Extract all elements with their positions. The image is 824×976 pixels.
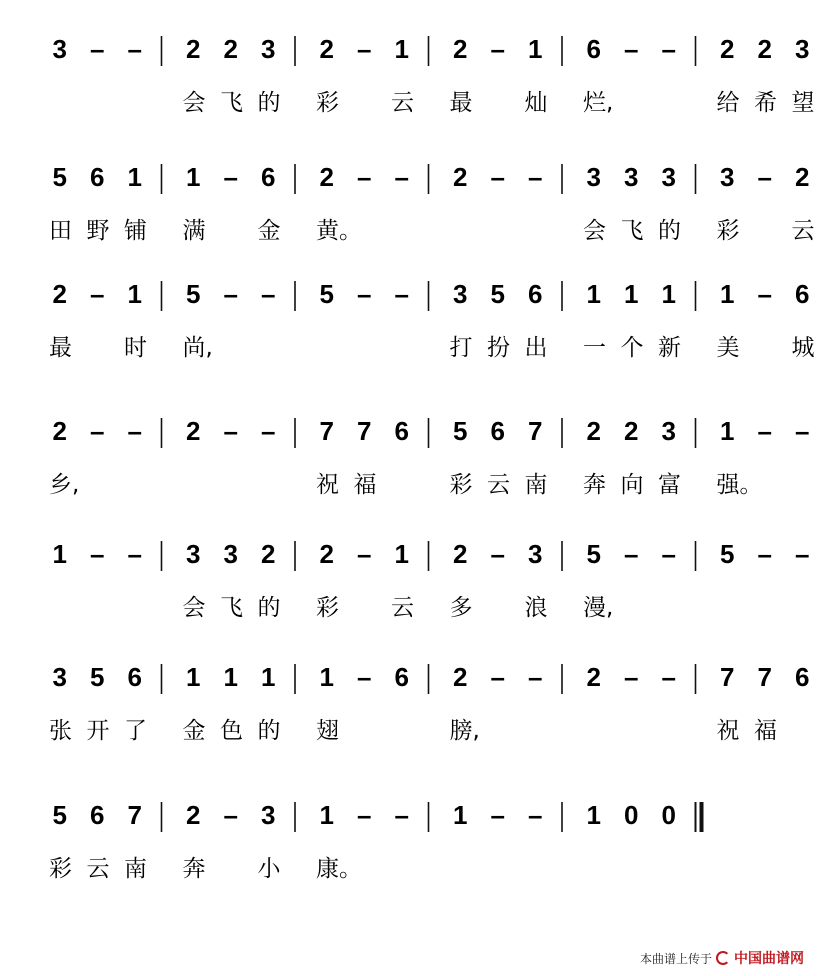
note: 6 [127,662,142,692]
note: 2 [757,34,772,64]
note: 2 [52,416,67,446]
dash-note: – [127,34,142,64]
dash-note: – [357,539,372,569]
note: 3 [586,162,601,192]
lyric: 祝 [716,718,740,744]
note: 2 [261,539,276,569]
lyric: 出 [524,335,548,361]
dash-note: – [357,162,372,192]
note: 1 [661,279,676,309]
note: 1 [127,279,142,309]
note: 3 [720,162,735,192]
lyric: 彩 [49,856,72,882]
lyric: 南 [524,472,548,498]
final-barline [700,802,704,832]
dash-note: – [261,416,276,446]
lyric: 铺 [124,218,147,244]
lyric: 满 [182,218,206,244]
note: 2 [319,162,334,192]
lyric: 城 [791,335,815,361]
lyric: 个 [620,335,644,361]
note: 2 [223,34,238,64]
lyric: 野 [86,218,110,244]
note: 2 [453,34,468,64]
lyric: 美 [716,335,740,361]
lyric: 的 [658,218,681,244]
note: 1 [186,662,201,692]
note: 7 [319,416,334,446]
note: 1 [528,34,543,64]
note: 1 [52,539,67,569]
note: 3 [223,539,238,569]
lyric: 时 [124,335,147,361]
lyric: 给 [716,90,740,116]
lyric: 福 [754,718,777,744]
dash-note: – [490,34,505,64]
note: 1 [586,279,601,309]
note: 5 [186,279,201,309]
note: 2 [453,162,468,192]
dash-note: – [757,162,772,192]
dash-note: – [624,662,639,692]
lyric: 浪 [524,595,548,621]
lyric: 云 [791,218,815,244]
lyric: 奔 [182,856,206,882]
lyric: 云 [391,595,414,621]
dash-note: – [90,34,105,64]
lyric: 金 [182,718,206,744]
note: 6 [586,34,601,64]
lyric: 会 [583,218,606,244]
note: 3 [528,539,543,569]
note: 2 [624,416,639,446]
score-row [49,662,824,744]
lyric: 望 [791,90,815,116]
note: 7 [127,800,142,830]
dash-note: – [394,800,409,830]
lyric: 的 [257,718,281,744]
note: 2 [795,162,810,192]
lyric: 灿 [524,90,548,116]
lyric: 了 [124,718,147,744]
note: 3 [52,34,67,64]
note: 5 [52,800,67,830]
dash-note: – [661,539,676,569]
site-logo-icon [716,951,730,965]
note: 3 [453,279,468,309]
lyric: 彩 [716,218,740,244]
lyric: 南 [124,856,147,882]
dash-note: – [757,279,772,309]
note: 5 [52,162,67,192]
dash-note: – [624,34,639,64]
note: 3 [661,162,676,192]
dash-note: – [394,279,409,309]
lyric: 彩 [316,595,339,621]
dash-note: – [490,662,505,692]
note: 1 [453,800,468,830]
lyric: 祝 [316,472,339,498]
note: 2 [319,34,334,64]
note: 1 [127,162,142,192]
dash-note: – [624,539,639,569]
dash-note: – [261,279,276,309]
note: 6 [90,800,105,830]
lyric: 田 [49,218,72,244]
dash-note: – [357,279,372,309]
note: 2 [586,662,601,692]
lyric: 康。 [316,856,362,882]
score-row [53,539,824,621]
site-name: 中国曲谱网 [734,951,804,967]
dash-note: – [795,539,810,569]
note: 5 [90,662,105,692]
note: 7 [757,662,772,692]
note: 3 [261,800,276,830]
lyric: 飞 [620,218,644,244]
note: 6 [261,162,276,192]
note: 5 [720,539,735,569]
lyric: 尚, [182,335,213,361]
dash-note: – [394,162,409,192]
note: 2 [319,539,334,569]
lyric: 强。 [716,472,763,498]
dash-note: – [90,539,105,569]
score-row [53,34,824,116]
lyric: 彩 [316,90,339,116]
dash-note: – [757,539,772,569]
note: 6 [394,662,409,692]
lyric: 富 [658,472,681,498]
note: 1 [319,800,334,830]
lyric: 飞 [220,90,243,116]
note: 2 [186,800,201,830]
lyric: 膀, [449,718,480,744]
note: 1 [720,416,735,446]
lyric: 向 [620,472,644,498]
note: 1 [223,662,238,692]
lyric: 打 [449,335,473,361]
note: 1 [624,279,639,309]
note: 6 [490,416,505,446]
lyric: 开 [86,718,110,744]
note: 7 [357,416,372,446]
dash-note: – [357,800,372,830]
dash-note: – [795,416,810,446]
lyric: 云 [487,472,510,498]
note: 2 [720,34,735,64]
note: 1 [394,34,409,64]
note: 3 [661,416,676,446]
note: 6 [795,662,810,692]
lyric: 黄。 [316,218,362,244]
dash-note: – [127,416,142,446]
note: 6 [795,279,810,309]
dash-note: – [223,800,238,830]
note: 6 [528,279,543,309]
note: 3 [186,539,201,569]
score-row [49,279,824,361]
note: 1 [186,162,201,192]
score-row [49,162,824,244]
lyric: 会 [182,595,206,621]
dash-note: – [490,800,505,830]
dash-note: – [223,416,238,446]
note: 5 [490,279,505,309]
dash-note: – [223,279,238,309]
lyric: 张 [49,718,72,744]
note: 1 [319,662,334,692]
note: 7 [720,662,735,692]
note: 1 [720,279,735,309]
note: 1 [394,539,409,569]
lyric: 最 [49,335,72,361]
lyric: 乡, [49,472,80,498]
score-row [49,416,824,498]
dash-note: – [127,539,142,569]
dash-note: – [661,662,676,692]
lyric: 最 [449,90,473,116]
dash-note: – [90,416,105,446]
lyric: 扮 [487,335,510,361]
note: 6 [90,162,105,192]
dash-note: – [757,416,772,446]
note: 2 [186,34,201,64]
lyric: 彩 [449,472,473,498]
dash-note: – [528,162,543,192]
dash-note: – [661,34,676,64]
lyric: 金 [257,218,281,244]
note: 3 [795,34,810,64]
note: 1 [261,662,276,692]
lyric: 希 [754,90,777,116]
note: 5 [453,416,468,446]
note: 5 [586,539,601,569]
note: 2 [453,662,468,692]
note: 2 [586,416,601,446]
lyric: 的 [257,90,281,116]
note: 5 [319,279,334,309]
lyric: 新 [658,335,681,361]
note: 3 [261,34,276,64]
dash-note: – [528,800,543,830]
lyric: 烂, [583,90,614,116]
note: 3 [52,662,67,692]
lyric: 色 [220,718,243,744]
lyric: 云 [391,90,414,116]
note: 6 [394,416,409,446]
note: 2 [52,279,67,309]
note: 0 [661,800,676,830]
lyric: 翅 [316,718,339,744]
dash-note: – [357,662,372,692]
dash-note: – [528,662,543,692]
note: 0 [624,800,639,830]
note: 2 [453,539,468,569]
dash-note: – [223,162,238,192]
upload-credit-label: 本曲谱上传于 [639,951,712,966]
lyric: 多 [449,595,473,621]
lyric: 一 [583,335,606,361]
lyric: 云 [86,856,110,882]
dash-note: – [357,34,372,64]
lyric: 会 [182,90,206,116]
note: 7 [528,416,543,446]
note: 3 [624,162,639,192]
lyric: 小 [257,856,281,882]
lyric: 福 [353,472,377,498]
lyric: 奔 [583,472,606,498]
note: 1 [586,800,601,830]
note: 2 [186,416,201,446]
dash-note: – [490,539,505,569]
score-row [49,800,704,882]
lyric: 飞 [220,595,243,621]
dash-note: – [490,162,505,192]
dash-note: – [90,279,105,309]
upload-credit [640,948,804,968]
lyric: 漫, [583,595,614,621]
lyric: 的 [257,595,281,621]
